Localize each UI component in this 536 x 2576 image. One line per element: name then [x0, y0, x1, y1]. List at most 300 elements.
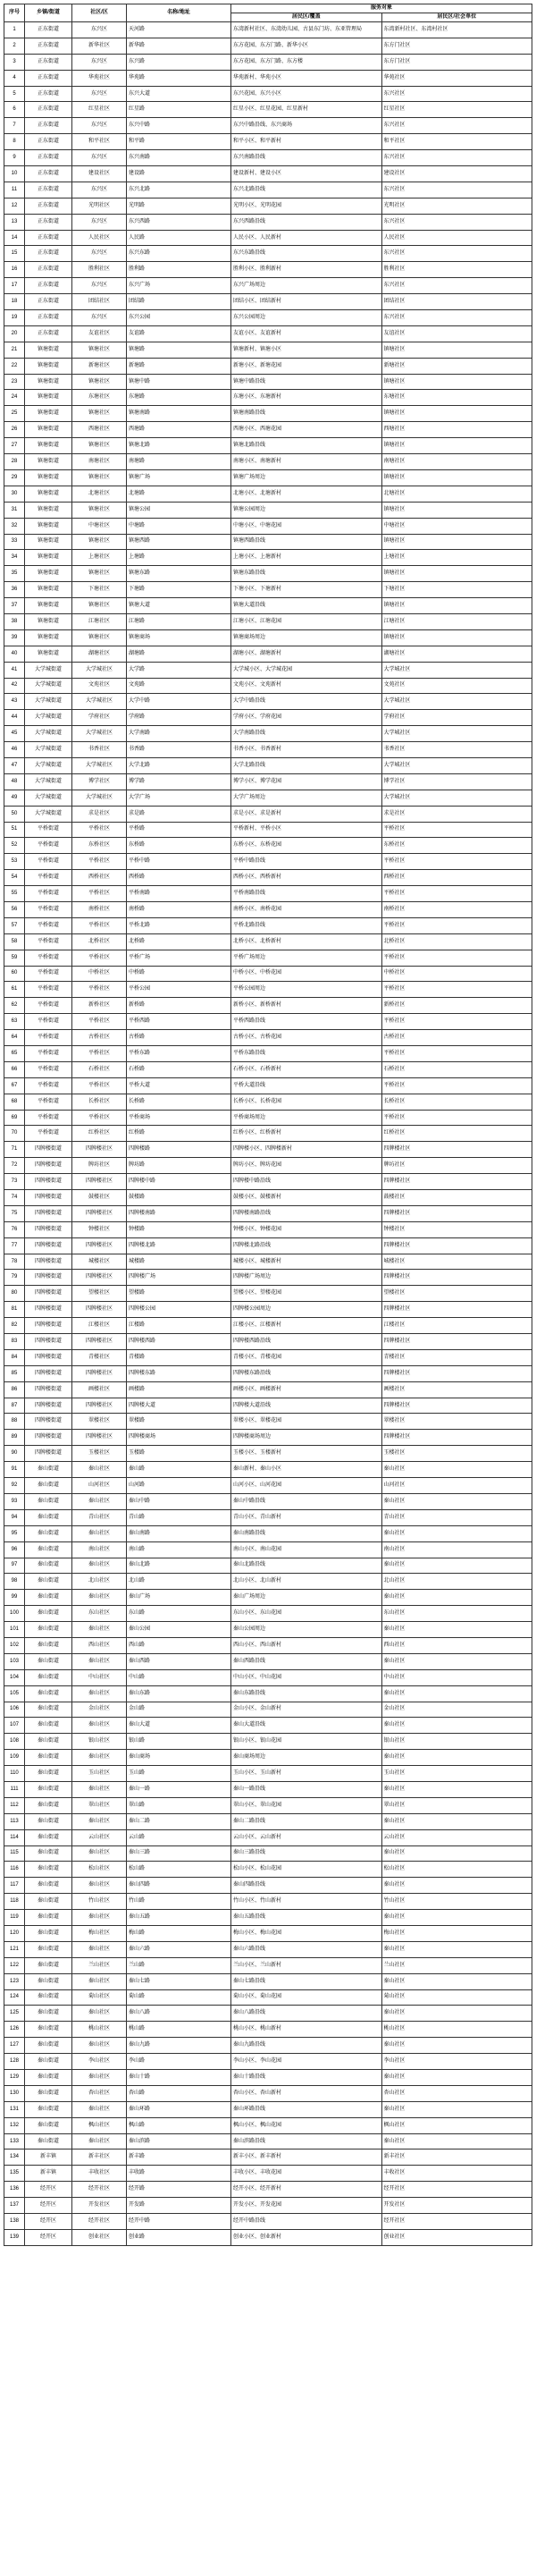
table-row	[4, 1221, 532, 1237]
row-units: 四牌楼社区	[381, 1237, 532, 1254]
table-row	[4, 901, 532, 917]
row-scope: 镇塘中路沿线	[231, 374, 382, 390]
table-row	[4, 1718, 532, 1734]
row-scope: 东湾新村社区、东湾幼儿园、古县东门坊、东亚管理局	[231, 22, 382, 38]
row-community: 秦山社区	[72, 1878, 127, 1894]
row-name: 平桥公园	[127, 982, 231, 998]
row-name: 东兴中路	[127, 118, 231, 134]
row-name: 求是路	[127, 806, 231, 822]
row-index: 111	[4, 1781, 25, 1797]
row-index: 47	[4, 757, 25, 773]
row-community: 南桥社区	[72, 901, 127, 917]
row-name: 平桥大道	[127, 1077, 231, 1094]
row-town: 四牌楼街道	[25, 1158, 72, 1174]
row-town: 四牌楼街道	[25, 1205, 72, 1221]
row-name: 城楼路	[127, 1254, 231, 1270]
table-row	[4, 1270, 532, 1286]
row-town: 秦山街道	[25, 1702, 72, 1718]
table-row	[4, 966, 532, 982]
table-row	[4, 1110, 532, 1126]
row-town: 平桥街道	[25, 982, 72, 998]
row-town: 大学城街道	[25, 757, 72, 773]
row-index: 18	[4, 294, 25, 310]
row-name: 南桥路	[127, 901, 231, 917]
row-units: 菊山社区	[381, 1989, 532, 2006]
row-town: 正东街道	[25, 166, 72, 182]
row-community: 中塘社区	[72, 518, 127, 534]
row-community: 平桥社区	[72, 1077, 127, 1094]
row-community: 新丰社区	[72, 2149, 127, 2166]
row-units: 云山社区	[381, 1829, 532, 1845]
table-row	[4, 757, 532, 773]
table-row	[4, 854, 532, 870]
row-town: 秦山街道	[25, 1797, 72, 1813]
row-index: 40	[4, 646, 25, 662]
row-index: 103	[4, 1653, 25, 1669]
row-scope: 湖塘小区、湖塘新村	[231, 646, 382, 662]
row-town: 平桥街道	[25, 870, 72, 886]
row-scope: 江楼小区、江楼新村	[231, 1318, 382, 1334]
row-community: 东兴区	[72, 182, 127, 198]
row-community: 平桥社区	[72, 1110, 127, 1126]
row-town: 秦山街道	[25, 1813, 72, 1829]
table-row	[4, 2038, 532, 2054]
row-town: 秦山街道	[25, 1910, 72, 1926]
table-row	[4, 806, 532, 822]
row-units: 创业社区	[381, 2229, 532, 2245]
row-town: 四牌楼街道	[25, 1142, 72, 1158]
row-town: 秦山街道	[25, 2117, 72, 2133]
row-name: 大学中路	[127, 694, 231, 710]
row-town: 四牌楼街道	[25, 1349, 72, 1365]
row-index: 89	[4, 1430, 25, 1446]
row-name: 长桥路	[127, 1094, 231, 1110]
row-index: 96	[4, 1541, 25, 1558]
row-community: 玉山社区	[72, 1766, 127, 1782]
row-community: 秦山社区	[72, 1558, 127, 1574]
row-units: 东兴社区	[381, 246, 532, 262]
row-units: 和平社区	[381, 134, 532, 150]
row-units: 江塘社区	[381, 613, 532, 629]
row-units: 银山社区	[381, 1734, 532, 1750]
table-row	[4, 2133, 532, 2149]
row-town: 四牌楼街道	[25, 1318, 72, 1334]
row-scope: 东方花园、东方门路、新华小区	[231, 38, 382, 54]
row-units: 镇塘社区	[381, 342, 532, 358]
row-index: 19	[4, 310, 25, 326]
row-community: 中山社区	[72, 1669, 127, 1685]
row-units: 镇塘社区	[381, 469, 532, 486]
row-town: 秦山街道	[25, 1493, 72, 1509]
row-index: 117	[4, 1878, 25, 1894]
row-index: 45	[4, 726, 25, 742]
row-index: 138	[4, 2214, 25, 2230]
row-town: 平桥街道	[25, 1030, 72, 1046]
row-town: 镇塘街道	[25, 502, 72, 518]
row-scope: 书香小区、书香新村	[231, 742, 382, 758]
row-scope: 博学小区、博学花园	[231, 773, 382, 790]
row-name: 胜利路	[127, 262, 231, 278]
table-row	[4, 2022, 532, 2038]
row-scope: 秦山东路沿线	[231, 1685, 382, 1702]
row-scope: 平桥公园周边	[231, 982, 382, 998]
row-community: 东桥社区	[72, 838, 127, 854]
row-town: 四牌楼街道	[25, 1365, 72, 1381]
row-name: 天河路	[127, 22, 231, 38]
row-index: 3	[4, 54, 25, 70]
row-town: 大学城街道	[25, 806, 72, 822]
row-name: 大学路	[127, 662, 231, 678]
row-town: 正东街道	[25, 54, 72, 70]
row-units: 竹山社区	[381, 1894, 532, 1910]
row-units: 青山社区	[381, 1509, 532, 1525]
row-name: 新塘路	[127, 358, 231, 374]
row-scope: 平桥北路沿线	[231, 917, 382, 933]
row-scope: 镇塘西路沿线	[231, 534, 382, 550]
row-scope: 四牌楼北路沿线	[231, 1237, 382, 1254]
row-community: 华苑社区	[72, 70, 127, 86]
row-community: 镇塘社区	[72, 502, 127, 518]
row-scope: 长桥小区、长桥花园	[231, 1094, 382, 1110]
table-row	[4, 1590, 532, 1606]
table-row	[4, 230, 532, 246]
row-units: 古桥社区	[381, 1030, 532, 1046]
row-town: 四牌楼街道	[25, 1174, 72, 1190]
row-index: 10	[4, 166, 25, 182]
row-scope: 北山小区、北山新村	[231, 1574, 382, 1590]
row-name: 银山路	[127, 1734, 231, 1750]
table-row	[4, 613, 532, 629]
row-units: 东兴社区	[381, 214, 532, 230]
row-index: 133	[4, 2133, 25, 2149]
row-index: 77	[4, 1237, 25, 1254]
row-community: 四牌楼社区	[72, 1237, 127, 1254]
table-row	[4, 534, 532, 550]
row-units: 玉山社区	[381, 1766, 532, 1782]
row-community: 秦山社区	[72, 1941, 127, 1957]
row-index: 79	[4, 1270, 25, 1286]
row-scope: 菊山小区、菊山花园	[231, 1989, 382, 2006]
row-units: 东方门社区	[381, 38, 532, 54]
row-index: 67	[4, 1077, 25, 1094]
row-index: 69	[4, 1110, 25, 1126]
row-index: 28	[4, 454, 25, 470]
table-row	[4, 1941, 532, 1957]
row-name: 秦山二路	[127, 1813, 231, 1829]
table-row	[4, 1766, 532, 1782]
row-town: 四牌楼街道	[25, 1254, 72, 1270]
row-units: 东桥社区	[381, 838, 532, 854]
row-community: 东兴区	[72, 54, 127, 70]
row-community: 兰山社区	[72, 1957, 127, 1973]
row-index: 106	[4, 1702, 25, 1718]
table-row	[4, 294, 532, 310]
row-scope: 秦山十路沿线	[231, 2070, 382, 2086]
table-row	[4, 1525, 532, 1541]
row-community: 山河社区	[72, 1478, 127, 1494]
table-row	[4, 38, 532, 54]
row-community: 云山社区	[72, 1829, 127, 1845]
row-scope: 翠山小区、翠山花园	[231, 1797, 382, 1813]
row-index: 104	[4, 1669, 25, 1685]
row-scope: 山河小区、山河花园	[231, 1478, 382, 1494]
row-units: 北山社区	[381, 1574, 532, 1590]
row-units: 大学城社区	[381, 694, 532, 710]
row-town: 四牌楼街道	[25, 1446, 72, 1462]
row-index: 130	[4, 2085, 25, 2101]
row-scope: 秦山九路沿线	[231, 2038, 382, 2054]
row-units: 秦山社区	[381, 1590, 532, 1606]
row-scope: 四牌楼公园周边	[231, 1302, 382, 1318]
table-row	[4, 469, 532, 486]
row-community: 四牌楼社区	[72, 1334, 127, 1350]
row-units: 人民社区	[381, 230, 532, 246]
row-name: 梅山路	[127, 1925, 231, 1941]
row-units: 学府社区	[381, 710, 532, 726]
row-town: 镇塘街道	[25, 566, 72, 582]
row-units: 文苑社区	[381, 678, 532, 694]
row-town: 大学城街道	[25, 710, 72, 726]
row-index: 88	[4, 1414, 25, 1430]
header-name: 名称/地址	[127, 4, 231, 22]
row-community: 团结社区	[72, 294, 127, 310]
row-community: 镇塘社区	[72, 598, 127, 614]
row-scope: 大学中路沿线	[231, 694, 382, 710]
header-community: 社区/区	[72, 4, 127, 22]
row-name: 古桥路	[127, 1030, 231, 1046]
row-name: 南山路	[127, 1541, 231, 1558]
table-row	[4, 1493, 532, 1509]
row-town: 平桥街道	[25, 1014, 72, 1030]
table-row	[4, 1237, 532, 1254]
row-index: 44	[4, 710, 25, 726]
row-index: 9	[4, 150, 25, 166]
row-town: 秦山街道	[25, 1989, 72, 2006]
row-units: 四牌楼社区	[381, 1142, 532, 1158]
row-units: 经开社区	[381, 2214, 532, 2230]
row-index: 128	[4, 2054, 25, 2070]
row-index: 124	[4, 1989, 25, 2006]
row-index: 113	[4, 1813, 25, 1829]
row-scope: 望楼小区、望楼花园	[231, 1286, 382, 1302]
row-name: 钟楼路	[127, 1221, 231, 1237]
table-row	[4, 2085, 532, 2101]
row-units: 秦山社区	[381, 1750, 532, 1766]
table-row	[4, 1669, 532, 1685]
row-town: 镇塘街道	[25, 646, 72, 662]
row-index: 57	[4, 917, 25, 933]
row-town: 四牌楼街道	[25, 1237, 72, 1254]
row-community: 经开社区	[72, 2214, 127, 2230]
row-community: 大学城社区	[72, 694, 127, 710]
row-town: 新丰镇	[25, 2166, 72, 2182]
row-name: 平桥东路	[127, 1046, 231, 1062]
row-scope: 秦山四路沿线	[231, 1878, 382, 1894]
table-row	[4, 54, 532, 70]
table-row	[4, 1558, 532, 1574]
row-units: 四牌楼社区	[381, 1334, 532, 1350]
row-name: 华苑路	[127, 70, 231, 86]
table-row	[4, 1829, 532, 1845]
row-units: 秦山社区	[381, 1813, 532, 1829]
table-row	[4, 1205, 532, 1221]
table-row	[4, 518, 532, 534]
row-name: 文苑路	[127, 678, 231, 694]
row-index: 119	[4, 1910, 25, 1926]
row-town: 正东街道	[25, 22, 72, 38]
row-community: 友谊社区	[72, 325, 127, 342]
row-index: 100	[4, 1606, 25, 1622]
table-row	[4, 822, 532, 838]
row-name: 翠楼路	[127, 1414, 231, 1430]
row-units: 钟楼社区	[381, 1221, 532, 1237]
row-scope: 东兴北路沿线	[231, 182, 382, 198]
row-community: 四牌楼社区	[72, 1398, 127, 1414]
row-community: 新桥社区	[72, 998, 127, 1014]
row-index: 90	[4, 1446, 25, 1462]
row-scope: 玉山小区、玉山新村	[231, 1766, 382, 1782]
row-scope: 大学南路沿线	[231, 726, 382, 742]
row-index: 98	[4, 1574, 25, 1590]
row-community: 城楼社区	[72, 1254, 127, 1270]
row-community: 下塘社区	[72, 582, 127, 598]
table-row	[4, 1637, 532, 1653]
row-community: 湖塘社区	[72, 646, 127, 662]
row-name: 四牌楼南路	[127, 1205, 231, 1221]
table-row	[4, 1478, 532, 1494]
row-index: 93	[4, 1493, 25, 1509]
row-units: 秦山社区	[381, 2006, 532, 2022]
row-community: 平桥社区	[72, 822, 127, 838]
row-town: 镇塘街道	[25, 390, 72, 406]
table-row	[4, 1541, 532, 1558]
row-units: 秦山社区	[381, 1462, 532, 1478]
row-name: 镇塘西路	[127, 534, 231, 550]
row-index: 63	[4, 1014, 25, 1030]
row-scope: 红桥小区、红桥新村	[231, 1126, 382, 1142]
table-row	[4, 1734, 532, 1750]
table-row	[4, 390, 532, 406]
row-index: 52	[4, 838, 25, 854]
row-community: 江楼社区	[72, 1318, 127, 1334]
table-row	[4, 773, 532, 790]
row-units: 大学城社区	[381, 726, 532, 742]
table-row	[4, 1254, 532, 1270]
row-scope: 镇塘商场周边	[231, 629, 382, 646]
row-town: 平桥街道	[25, 933, 72, 950]
row-town: 平桥街道	[25, 854, 72, 870]
row-index: 13	[4, 214, 25, 230]
row-town: 正东街道	[25, 102, 72, 118]
row-community: 平桥社区	[72, 1014, 127, 1030]
row-index: 115	[4, 1845, 25, 1862]
row-units: 红桥社区	[381, 1126, 532, 1142]
row-index: 26	[4, 422, 25, 438]
row-units: 光明社区	[381, 198, 532, 214]
row-scope: 四牌楼西路沿线	[231, 1334, 382, 1350]
table-row	[4, 2198, 532, 2214]
row-index: 102	[4, 1637, 25, 1653]
row-scope: 镇塘大道沿线	[231, 598, 382, 614]
row-name: 和平路	[127, 134, 231, 150]
row-town: 秦山街道	[25, 1509, 72, 1525]
row-units: 翠楼社区	[381, 1414, 532, 1430]
row-town: 平桥街道	[25, 1061, 72, 1077]
row-name: 东兴东路	[127, 246, 231, 262]
row-community: 文苑社区	[72, 678, 127, 694]
row-units: 兰山社区	[381, 1957, 532, 1973]
row-scope: 青山小区、青山新村	[231, 1509, 382, 1525]
row-town: 秦山街道	[25, 1541, 72, 1558]
row-scope: 秦山八路沿线	[231, 2006, 382, 2022]
row-name: 大学南路	[127, 726, 231, 742]
row-units: 求是社区	[381, 806, 532, 822]
row-name: 镇塘南路	[127, 406, 231, 422]
table-row	[4, 870, 532, 886]
row-town: 大学城街道	[25, 694, 72, 710]
table-row	[4, 598, 532, 614]
row-index: 25	[4, 406, 25, 422]
row-index: 105	[4, 1685, 25, 1702]
row-community: 秦山社区	[72, 1845, 127, 1862]
row-units: 平桥社区	[381, 886, 532, 902]
row-scope: 中塘小区、中塘花园	[231, 518, 382, 534]
row-scope: 北桥小区、北桥新村	[231, 933, 382, 950]
row-name: 四牌楼商场	[127, 1430, 231, 1446]
row-index: 118	[4, 1894, 25, 1910]
row-name: 四牌楼广场	[127, 1270, 231, 1286]
row-scope: 江塘小区、江塘花园	[231, 613, 382, 629]
table-row	[4, 1286, 532, 1302]
row-index: 20	[4, 325, 25, 342]
row-town: 四牌楼街道	[25, 1302, 72, 1318]
row-index: 71	[4, 1142, 25, 1158]
row-town: 平桥街道	[25, 950, 72, 966]
row-community: 学府社区	[72, 710, 127, 726]
row-name: 镇塘商场	[127, 629, 231, 646]
row-units: 鼓楼社区	[381, 1190, 532, 1206]
table-row	[4, 1190, 532, 1206]
header-scope: 居民区/覆盖	[231, 13, 382, 22]
row-scope: 西塘小区、西塘花园	[231, 422, 382, 438]
row-scope: 平桥广场周边	[231, 950, 382, 966]
row-town: 平桥街道	[25, 822, 72, 838]
row-town: 平桥街道	[25, 1046, 72, 1062]
row-town: 秦山街道	[25, 1462, 72, 1478]
table-row	[4, 198, 532, 214]
row-index: 92	[4, 1478, 25, 1494]
row-name: 江楼路	[127, 1318, 231, 1334]
header-town: 乡镇/街道	[25, 4, 72, 22]
table-row	[4, 406, 532, 422]
table-row	[4, 2101, 532, 2117]
row-scope: 鼓楼小区、鼓楼新村	[231, 1190, 382, 1206]
row-community: 大学城社区	[72, 757, 127, 773]
row-units: 石桥社区	[381, 1061, 532, 1077]
table-header-row	[4, 4, 532, 13]
row-community: 石桥社区	[72, 1061, 127, 1077]
table-row	[4, 246, 532, 262]
row-index: 84	[4, 1349, 25, 1365]
row-town: 秦山街道	[25, 2070, 72, 2086]
table-row	[4, 1989, 532, 2006]
row-town: 正东街道	[25, 262, 72, 278]
row-name: 平桥北路	[127, 917, 231, 933]
row-town: 秦山街道	[25, 1622, 72, 1638]
table-row	[4, 1813, 532, 1829]
row-community: 李山社区	[72, 2054, 127, 2070]
row-units: 开发社区	[381, 2198, 532, 2214]
